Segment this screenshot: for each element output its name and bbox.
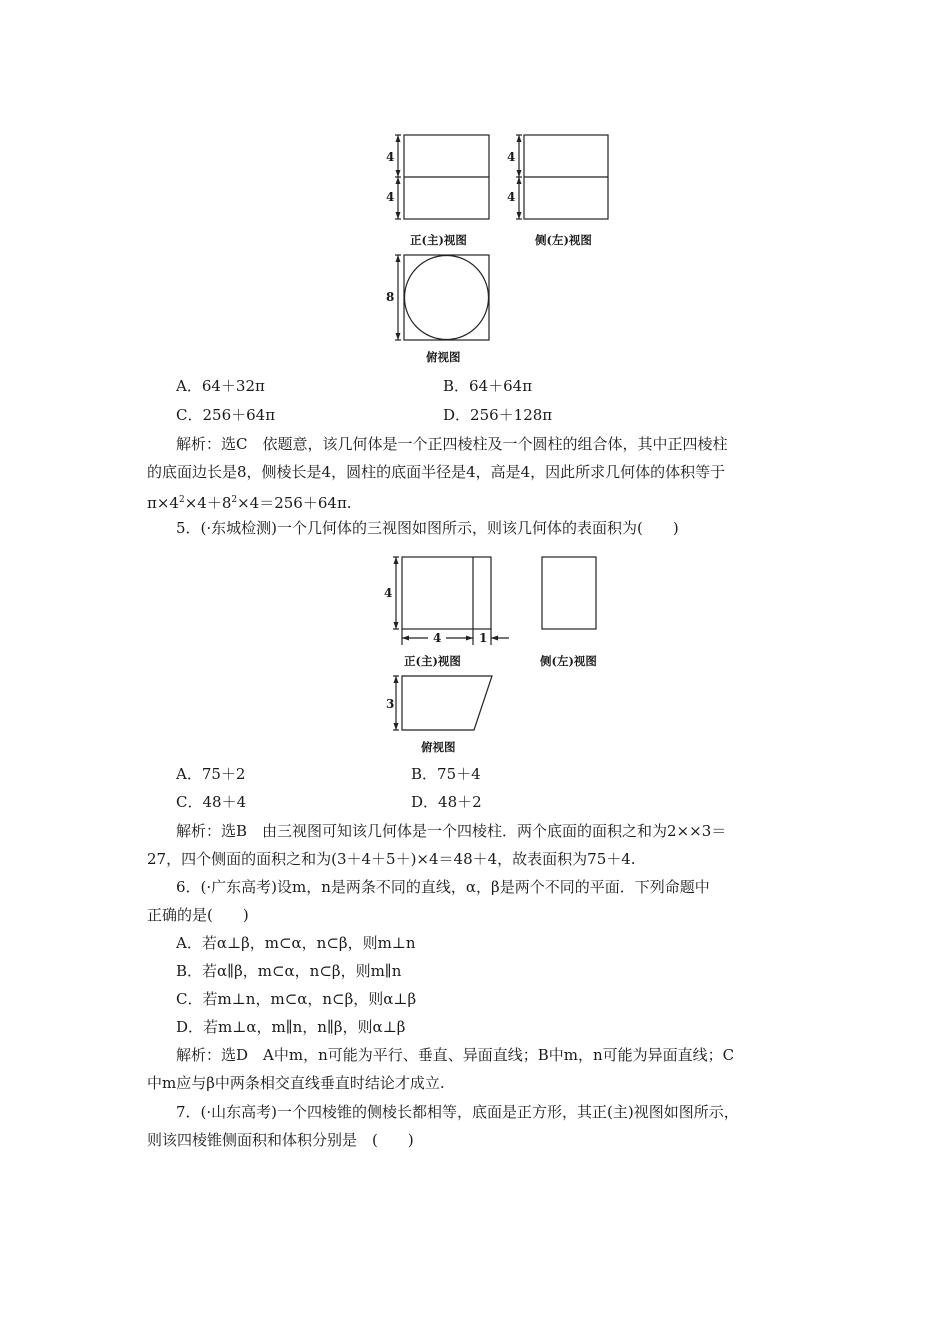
figure-5-three-views bbox=[375, 550, 615, 750]
front-height-label: 4 bbox=[384, 586, 393, 600]
front-dim-label-1: 4 bbox=[386, 150, 395, 164]
q4-option-d: D．256＋128π bbox=[443, 406, 553, 424]
front-width-label: 4 bbox=[433, 631, 442, 645]
side-dim-label-2: 4 bbox=[507, 190, 516, 204]
top-view-caption: 俯视图 bbox=[421, 740, 456, 754]
front-view-rect bbox=[402, 557, 491, 629]
q7-stem-line-2: 则该四棱锥侧面积和体积分别是 ( ) bbox=[147, 1131, 414, 1149]
top-view-trapezoid bbox=[402, 676, 492, 730]
q4-option-b: B．64＋64π bbox=[443, 377, 533, 395]
top-view-caption: 俯视图 bbox=[426, 350, 461, 364]
q5-option-d: D．48＋2 bbox=[411, 793, 482, 811]
q5-stem: 5．(·东城检测)一个几何体的三视图如图所示，则该几何体的表面积为( ) bbox=[176, 519, 679, 537]
side-view-caption: 侧(左)视图 bbox=[540, 654, 597, 668]
q5-option-c: C．48＋4 bbox=[176, 793, 247, 811]
q4-option-c: C．256＋64π bbox=[176, 406, 276, 424]
q5-analysis-line-2: 27，四个侧面的面积之和为(3＋4＋5＋)×4＝48＋4，故表面积为75＋4. bbox=[147, 850, 636, 868]
q6-stem-line-1: 6．(·广东高考)设m，n是两条不同的直线，α，β是两个不同的平面．下列命题中 bbox=[176, 878, 710, 896]
q4-option-a: A．64＋32π bbox=[176, 377, 265, 395]
side-dim-label-1: 4 bbox=[507, 150, 516, 164]
q4-analysis-line-2: 的底面边长是8，侧棱长是4，圆柱的底面半径是4，高是4，因此所求几何体的体积等于 bbox=[147, 463, 726, 481]
q5-option-b: B．75＋4 bbox=[411, 765, 481, 783]
front-view-caption: 正(主)视图 bbox=[410, 233, 467, 247]
figure-1-three-views bbox=[380, 128, 620, 368]
q6-option-c: C．若m⊥n，m⊂α，n⊂β，则α⊥β bbox=[176, 990, 417, 1008]
q6-stem-line-2: 正确的是( ) bbox=[147, 906, 249, 924]
q5-analysis-line-1: 解析：选B 由三视图可知该几何体是一个四棱柱．两个底面的面积之和为2××3＝ bbox=[176, 822, 727, 840]
front-width2-label: 1 bbox=[479, 631, 488, 645]
front-view-caption: 正(主)视图 bbox=[404, 654, 461, 668]
top-dim-label: 8 bbox=[386, 290, 395, 304]
q7-stem-line-1: 7．(·山东高考)一个四棱锥的侧棱长都相等，底面是正方形，其正(主)视图如图所示， bbox=[176, 1103, 739, 1121]
q4-analysis-line-3: $\pi\times 4^2\times 4+8^2\times 4=256+64\pi$. bbox=[147, 494, 352, 512]
front-dim-label-2: 4 bbox=[386, 190, 395, 204]
side-view-rect bbox=[542, 557, 596, 629]
side-view-caption: 侧(左)视图 bbox=[535, 233, 592, 247]
q6-analysis-line-2: 中m应与β中两条相交直线垂直时结论才成立. bbox=[147, 1074, 445, 1092]
q6-option-d: D．若m⊥α，m∥n，n∥β，则α⊥β bbox=[176, 1018, 406, 1036]
q4-analysis-line-1: 解析：选C 依题意，该几何体是一个正四棱柱及一个圆柱的组合体，其中正四棱柱 bbox=[176, 435, 728, 453]
q6-analysis-line-1: 解析：选D A中m，n可能为平行、垂直、异面直线；B中m，n可能为异面直线；C bbox=[176, 1046, 735, 1064]
top-dim-label: 3 bbox=[386, 697, 395, 711]
q6-option-a: A．若α⊥β，m⊂α，n⊂β，则m⊥n bbox=[176, 934, 416, 952]
q5-option-a: A．75＋2 bbox=[176, 765, 246, 783]
q6-option-b: B．若α∥β，m⊂α，n⊂β，则m∥n bbox=[176, 962, 402, 980]
top-view-circle bbox=[405, 256, 489, 340]
